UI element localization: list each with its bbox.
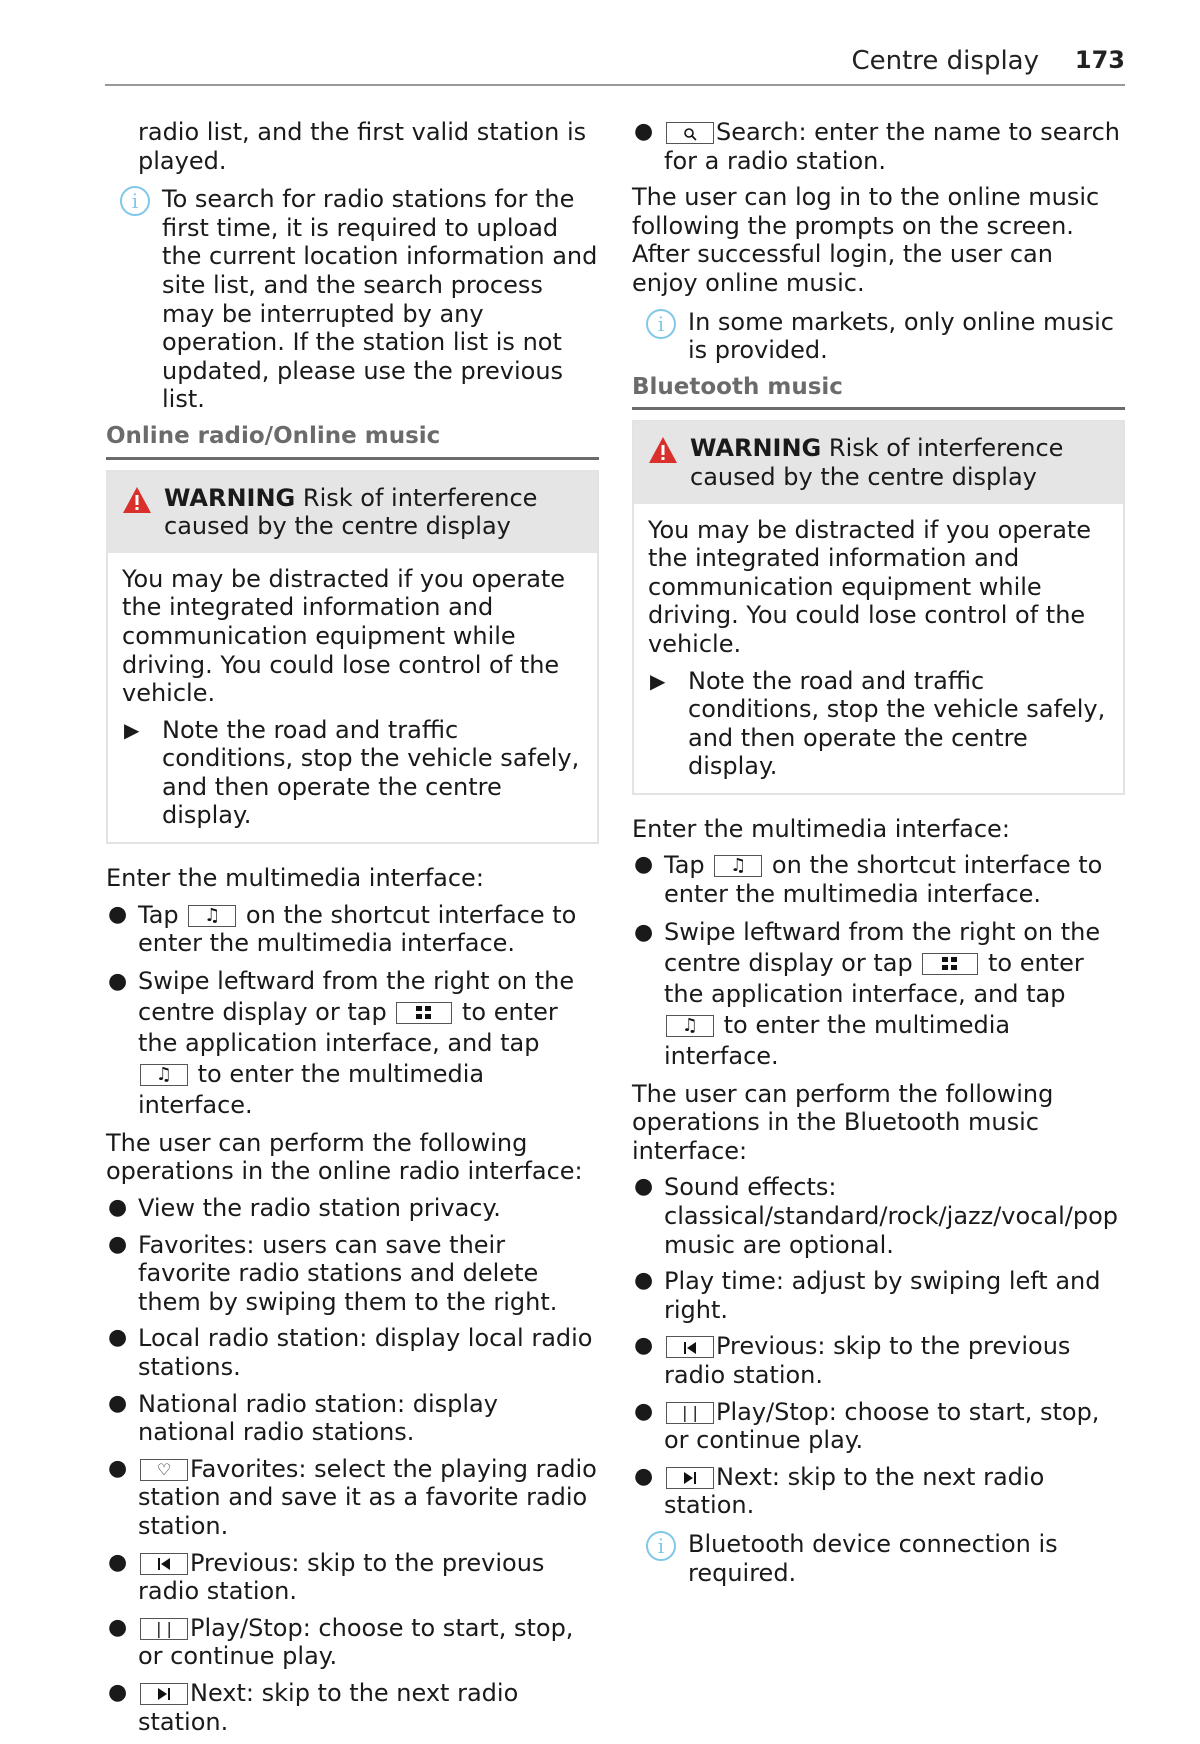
warning-body xyxy=(108,553,597,842)
list-item xyxy=(632,851,1125,908)
info-icon: i xyxy=(646,309,676,339)
list-item xyxy=(632,118,1125,175)
bullet-icon: ● xyxy=(634,1333,654,1359)
op-text: National radio station: display national radio stations. xyxy=(138,1389,498,1447)
warning-header xyxy=(108,472,597,553)
warning-box xyxy=(106,470,599,845)
app-grid-icon xyxy=(396,1002,452,1024)
bullet-icon: ● xyxy=(634,1463,654,1489)
ops-heading: The user can perform the following operations in the Bluetooth music interface: xyxy=(632,1079,1054,1165)
warning-body xyxy=(634,504,1123,793)
music-icon: ♫ xyxy=(714,855,762,877)
list-item xyxy=(632,1398,1125,1455)
enter-heading: Enter the multimedia interface: xyxy=(632,814,1010,843)
music-icon: ♫ xyxy=(140,1064,188,1086)
heart-icon: ♡ xyxy=(140,1459,188,1481)
list-item xyxy=(632,1267,1125,1324)
op-text: Favorites: users can save their favorite radio stations and delete them by swiping them to the right. xyxy=(138,1230,558,1316)
op-text: Play/Stop: choose to start, stop, or continue play. xyxy=(138,1613,574,1671)
left-column xyxy=(106,118,599,1744)
list-item xyxy=(106,966,599,1121)
op-text: Sound effects: classical/standard/rock/jazz/vocal/pop music are optional. xyxy=(664,1173,1118,1259)
arrow-right-icon: ▶ xyxy=(650,668,666,693)
warning-title: Risk of interference caused by the centre display xyxy=(164,483,538,541)
bullet-icon: ● xyxy=(108,1231,128,1257)
bullet-icon: ● xyxy=(634,852,654,878)
info-note-text: In some markets, only online music is provided. xyxy=(688,307,1114,365)
bullet-icon: ● xyxy=(108,968,128,994)
warning-header xyxy=(634,422,1123,503)
op-text: Next: skip to the next radio station. xyxy=(138,1678,519,1736)
list-item xyxy=(632,1173,1125,1259)
bullet-icon: ● xyxy=(634,1268,654,1294)
bullet-icon: ● xyxy=(108,1549,128,1575)
search-item-text: Search: enter the name to search for a radio station. xyxy=(664,118,1120,175)
list-item xyxy=(106,1455,599,1541)
warning-step xyxy=(122,716,583,830)
swipe-text-b: to enter the application interface, and tap xyxy=(664,948,1084,1008)
list-item xyxy=(632,1463,1125,1520)
info-note-text: To search for radio stations for the first time, it is required to upload the current location information and site list, and the search process may be interrupted by any operation. If the station list is not updated, please use the previous list. xyxy=(162,185,598,414)
search-icon xyxy=(666,122,714,144)
list-item xyxy=(106,1614,599,1671)
swipe-text-c: to enter the multimedia interface. xyxy=(138,1059,485,1119)
previous-icon xyxy=(140,1553,188,1575)
info-icon: i xyxy=(646,1531,676,1561)
info-icon: i xyxy=(120,186,150,216)
section-title: Online radio/Online music xyxy=(106,422,599,460)
list-item xyxy=(106,901,599,958)
bullet-icon: ● xyxy=(634,1398,654,1424)
tap-word: Tap xyxy=(664,851,705,880)
op-text: View the radio station privacy. xyxy=(138,1194,501,1223)
music-icon: ♫ xyxy=(666,1015,714,1037)
op-text: Local radio station: display local radio stations. xyxy=(138,1324,593,1381)
warning-step xyxy=(648,667,1109,781)
op-text: Play/Stop: choose to start, stop, or continue play. xyxy=(664,1397,1100,1455)
right-column xyxy=(632,118,1125,1593)
op-text: Favorites: select the playing radio station and save it as a favorite radio station. xyxy=(138,1454,597,1540)
warning-step-text: Note the road and traffic conditions, stop the vehicle safely, and then operate the centre display. xyxy=(162,715,580,830)
list-item xyxy=(106,1549,599,1606)
list-item xyxy=(106,1231,599,1317)
music-icon: ♫ xyxy=(188,905,236,927)
login-text: The user can log in to the online music following the prompts on the screen. After successful login, the user can enjoy online music. xyxy=(632,183,1100,297)
enter-list xyxy=(106,901,599,1121)
swipe-text-a: Swipe leftward from the right on the centre display or tap xyxy=(138,966,575,1026)
ops-list xyxy=(632,1173,1125,1520)
play-pause-icon: | | xyxy=(666,1402,714,1424)
warning-triangle-icon xyxy=(648,436,678,464)
warning-body-text: You may be distracted if you operate the integrated information and communication equipment while driving. You could lose control of the vehicle. xyxy=(648,515,1092,658)
bullet-icon: ● xyxy=(634,1174,654,1200)
next-icon xyxy=(666,1467,714,1489)
bullet-icon: ● xyxy=(108,1455,128,1481)
enter-heading: Enter the multimedia interface: xyxy=(106,864,484,893)
info-note xyxy=(632,1530,1125,1587)
bullet-icon: ● xyxy=(108,1195,128,1221)
warning-step-text: Note the road and traffic conditions, stop the vehicle safely, and then operate the centre display. xyxy=(688,666,1106,781)
warning-triangle-icon xyxy=(122,486,152,514)
op-text: Previous: skip to the previous radio station. xyxy=(138,1548,545,1606)
bullet-icon: ● xyxy=(108,1614,128,1640)
warning-keyword: WARNING xyxy=(690,434,822,463)
list-item xyxy=(632,917,1125,1072)
op-text: Next: skip to the next radio station. xyxy=(664,1462,1045,1520)
previous-icon xyxy=(666,1336,714,1358)
info-note-text: Bluetooth device connection is required. xyxy=(688,1529,1058,1587)
warning-body-text: You may be distracted if you operate the integrated information and communication equipment while driving. You could lose control of the vehicle. xyxy=(122,564,566,708)
enter-list xyxy=(632,851,1125,1071)
list-item xyxy=(106,1679,599,1736)
app-grid-icon xyxy=(922,953,978,975)
bullet-icon: ● xyxy=(634,919,654,945)
list-item xyxy=(632,1332,1125,1389)
op-text: Play time: adjust by swiping left and right. xyxy=(664,1267,1101,1324)
list-item xyxy=(106,1324,599,1381)
op-text: Previous: skip to the previous radio station. xyxy=(664,1332,1071,1389)
section-title: Bluetooth music xyxy=(632,373,1125,411)
list-item xyxy=(106,1390,599,1447)
bullet-icon: ● xyxy=(108,1325,128,1351)
swipe-text-c: to enter the multimedia interface. xyxy=(664,1010,1011,1070)
swipe-text-b: to enter the application interface, and tap xyxy=(138,997,558,1057)
intro-line-1: radio list, and the first valid station is xyxy=(138,118,587,146)
page-number: 173 xyxy=(1074,46,1125,74)
warning-title: Risk of interference caused by the centre display xyxy=(690,434,1064,491)
intro-text xyxy=(106,118,599,175)
search-list xyxy=(632,118,1125,175)
next-icon xyxy=(140,1683,188,1705)
tap-rest: on the shortcut interface to enter the multimedia interface. xyxy=(664,851,1103,909)
arrow-right-icon: ▶ xyxy=(124,717,140,742)
list-item xyxy=(106,1194,599,1223)
page-header xyxy=(105,44,1125,86)
play-pause-icon: | | xyxy=(140,1618,188,1640)
tap-rest: on the shortcut interface to enter the multimedia interface. xyxy=(138,900,577,958)
info-note xyxy=(632,308,1125,365)
bullet-icon: ● xyxy=(108,1390,128,1416)
intro-line-2: played. xyxy=(138,146,227,175)
ops-list xyxy=(106,1194,599,1736)
warning-box xyxy=(632,420,1125,795)
header-title: Centre display xyxy=(851,46,1039,76)
swipe-text-a: Swipe leftward from the right on the centre display or tap xyxy=(664,917,1101,977)
ops-heading: The user can perform the following operations in the online radio interface: xyxy=(106,1128,583,1186)
info-note xyxy=(106,185,599,414)
bullet-icon: ● xyxy=(634,119,654,144)
tap-word: Tap xyxy=(138,900,179,929)
bullet-icon: ● xyxy=(108,901,128,927)
warning-keyword: WARNING xyxy=(164,483,296,512)
bullet-icon: ● xyxy=(108,1679,128,1705)
